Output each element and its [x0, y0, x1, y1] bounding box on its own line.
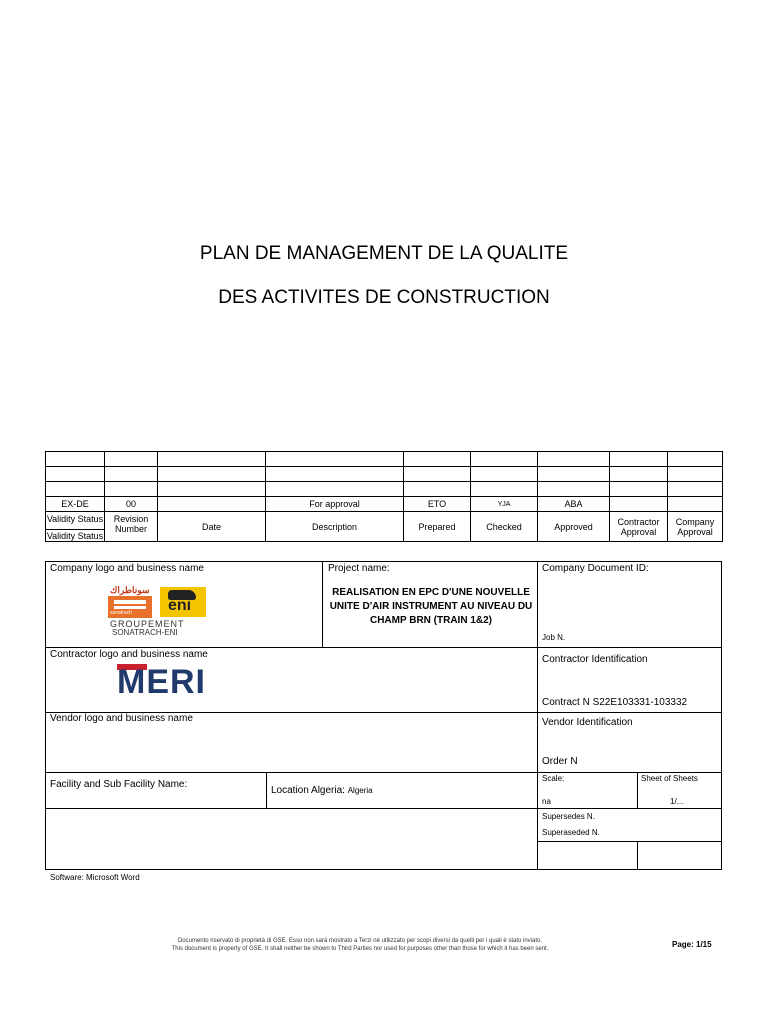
cell — [668, 467, 723, 482]
revision-table — [45, 451, 723, 542]
job-number-label: Job N. — [542, 633, 566, 642]
location-field — [271, 785, 373, 796]
checked-header: Checked — [471, 512, 538, 542]
cell — [105, 482, 158, 497]
divider — [637, 772, 638, 809]
software-label: Software: Microsoft Word — [50, 873, 140, 882]
cell — [158, 452, 266, 467]
divider — [537, 841, 722, 842]
validity-status-header — [46, 512, 105, 542]
revision-row-data — [46, 497, 723, 512]
cell — [46, 467, 105, 482]
project-name-label: Project name: — [328, 563, 390, 574]
meri-logo-text: MERI — [117, 663, 206, 701]
validity-status-label-2: Validity Status — [46, 531, 104, 541]
cell — [471, 482, 538, 497]
contractor-logo-label: Contractor logo and business name — [50, 649, 208, 660]
cell — [266, 452, 404, 467]
supersedes-label: Supersedes N. — [542, 812, 595, 821]
location-value: Algeria — [347, 786, 373, 795]
divider — [45, 647, 722, 648]
cell — [610, 452, 668, 467]
contract-number: Contract N S22E103331-103332 — [542, 697, 688, 708]
validity-status-label: Validity Status — [46, 514, 104, 524]
company-approval-header: Company Approval — [668, 512, 723, 542]
contractor-approval-value — [610, 497, 668, 512]
cell — [668, 452, 723, 467]
groupement-text: GROUPEMENT — [110, 619, 185, 629]
footer-confidentiality — [100, 937, 620, 953]
checked-value: YJA — [471, 497, 538, 512]
divider — [537, 561, 538, 870]
company-logo-label: Company logo and business name — [50, 563, 204, 574]
cell — [266, 467, 404, 482]
company-approval-value — [668, 497, 723, 512]
divider — [45, 808, 722, 809]
superseded-label: Superaseded N. — [542, 828, 600, 837]
company-logo — [108, 585, 208, 641]
cell — [404, 467, 471, 482]
cell — [471, 452, 538, 467]
eni-logo-icon — [160, 587, 206, 617]
vendor-logo-label: Vendor logo and business name — [50, 713, 193, 724]
cell — [158, 482, 266, 497]
order-number-label: Order N — [542, 756, 578, 767]
validity-status-value: EX-DE — [46, 497, 105, 512]
cell — [158, 467, 266, 482]
cell — [46, 452, 105, 467]
date-value — [158, 497, 266, 512]
divider — [266, 772, 267, 809]
revision-row-empty — [46, 467, 723, 482]
cell — [105, 452, 158, 467]
eni-text: eni — [168, 597, 192, 614]
revision-number-header: Revision Number — [105, 512, 158, 542]
cell — [668, 482, 723, 497]
revision-row-empty — [46, 452, 723, 467]
sonatrach-arabic-text: سوناطراك — [110, 585, 150, 595]
approved-header: Approved — [538, 512, 610, 542]
cell — [538, 482, 610, 497]
document-title-line1: PLAN DE MANAGEMENT DE LA QUALITE — [199, 243, 569, 264]
cell — [610, 482, 668, 497]
project-name: REALISATION EN EPC D'UNE NOUVELLE UNITE D'AIR INSTRUMENT AU NIVEAU DU CHAMP BRN (TRAIN 1&2) — [329, 587, 533, 626]
location-label: Location Algeria: — [271, 785, 348, 796]
scale-label: Scale: — [542, 774, 565, 783]
date-header: Date — [158, 512, 266, 542]
sheet-of-sheets-value: 1/... — [670, 797, 684, 806]
divider — [322, 561, 323, 648]
revision-header-row — [46, 512, 723, 542]
prepared-header: Prepared — [404, 512, 471, 542]
cell — [538, 467, 610, 482]
vendor-identification-label: Vendor Identification — [542, 717, 633, 728]
document-title-line2: DES ACTIVITES DE CONSTRUCTION — [218, 287, 550, 308]
sonatrach-small-text: sonatrach — [110, 610, 132, 616]
divider — [45, 772, 722, 773]
cell — [46, 482, 105, 497]
approved-value: ABA — [538, 497, 610, 512]
cell — [266, 482, 404, 497]
footer-line-english: This document is property of GSE. It shall neither be shown to Third Parties nor used for purposes other than those for which it has been sent. — [171, 946, 549, 952]
cell — [538, 452, 610, 467]
facility-label: Facility and Sub Facility Name: — [50, 779, 188, 790]
company-document-id-label: Company Document ID: — [542, 563, 649, 574]
sonatrach-logo-icon — [108, 596, 152, 618]
cell — [404, 452, 471, 467]
scale-value: na — [542, 797, 551, 806]
sonatrach-eni-text: SONATRACH-ENI — [112, 628, 178, 637]
revision-number-value: 00 — [105, 497, 158, 512]
prepared-value: ETO — [404, 497, 471, 512]
cell — [404, 482, 471, 497]
divider — [637, 841, 638, 870]
footer-line-italian: Documento riservato di proprietà di GSE. Esso non sarà mostrato a Terzi né utilizzato per scopi diversi da quelli per i quali è stato inviato. — [177, 938, 543, 944]
cell — [610, 467, 668, 482]
contractor-identification-label: Contractor Identification — [542, 654, 648, 665]
revision-row-empty — [46, 482, 723, 497]
cell — [471, 467, 538, 482]
description-header: Description — [266, 512, 404, 542]
description-value: For approval — [266, 497, 404, 512]
sheet-of-sheets-label: Sheet of Sheets — [641, 774, 698, 783]
page-number: Page: 1/15 — [672, 940, 712, 949]
contractor-approval-header: Contractor Approval — [610, 512, 668, 542]
cell — [105, 467, 158, 482]
